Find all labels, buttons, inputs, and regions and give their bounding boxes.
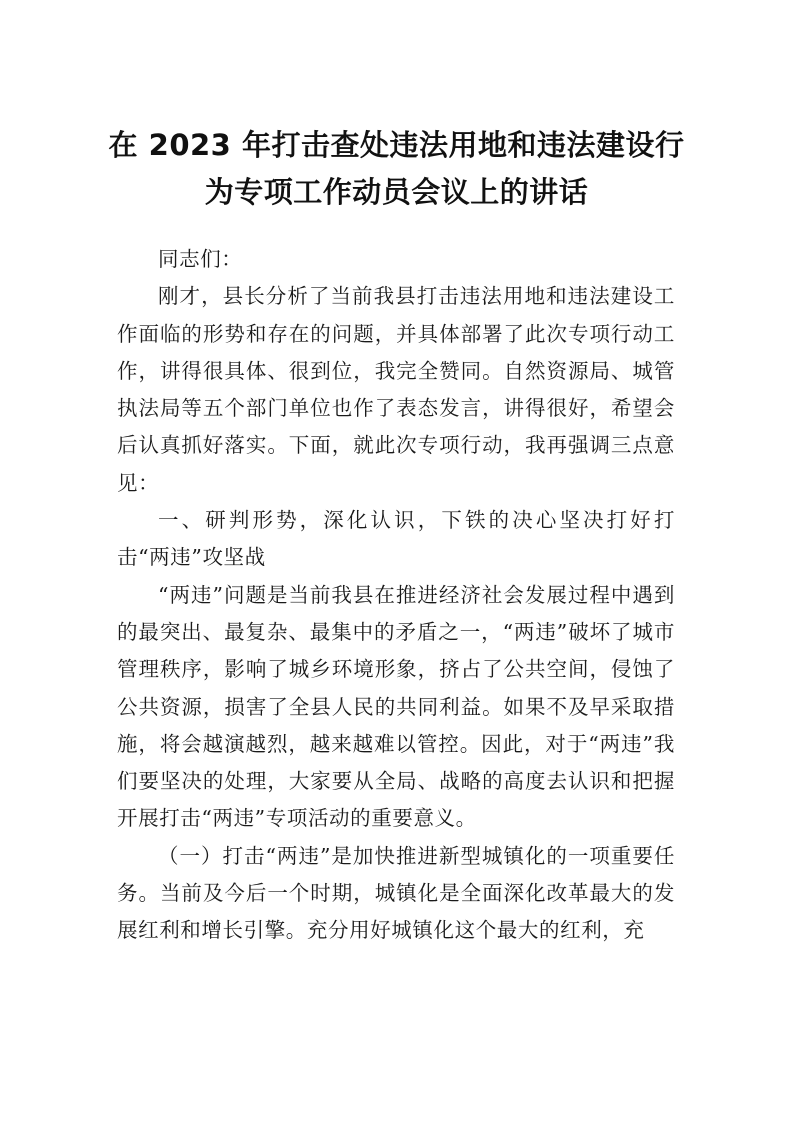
document-title-line-1: 在 2023 年打击查处违法用地和违法建设行 xyxy=(108,128,685,162)
salutation: 同志们： xyxy=(158,247,243,271)
section-heading-1: 一、研判形势，深化认识，下铁的决心坚决打好打击“两违”攻坚战 xyxy=(117,508,675,570)
paragraph-intro: 刚才，县长分析了当前我县打击违法用地和违法建设工作面临的形势和存在的问题，并具体部署了此次专项行动工作，讲得很具体、很到位，我完全赞同。自然资源局、城管执法局等五个部门单位也作了表态发言，讲得很好，希望会后认真抓好落实。下面，就此次专项行动，我再强调三点意见： xyxy=(117,284,675,495)
paragraph-two-violations: “两违”问题是当前我县在推进经济社会发展过程中遇到的最突出、最复杂、最集中的矛盾之一，“两违”破坏了城市管理秩序，影响了城乡环境形象，挤占了公共空间，侵蚀了公共资源，损害了全县人民的共同利益。如果不及早采取措施，将会越演越烈，越来越难以管控。因此，对于“两违”我们要坚决的处理，大家要从全局、战略的高度去认识和把握开展打击“两违”专项活动的重要意义。 xyxy=(117,582,675,831)
document-body xyxy=(117,241,675,950)
subsection-heading-1: （一）打击“两违”是加快推进新型城镇化的一项重要任务。当前及今后一个时期，城镇化是全面深化改革最大的发展红利和增长引擎。充分用好城镇化这个最大的红利，充 xyxy=(117,843,675,943)
document-title-line-2: 为专项工作动员会议上的讲话 xyxy=(204,175,589,209)
